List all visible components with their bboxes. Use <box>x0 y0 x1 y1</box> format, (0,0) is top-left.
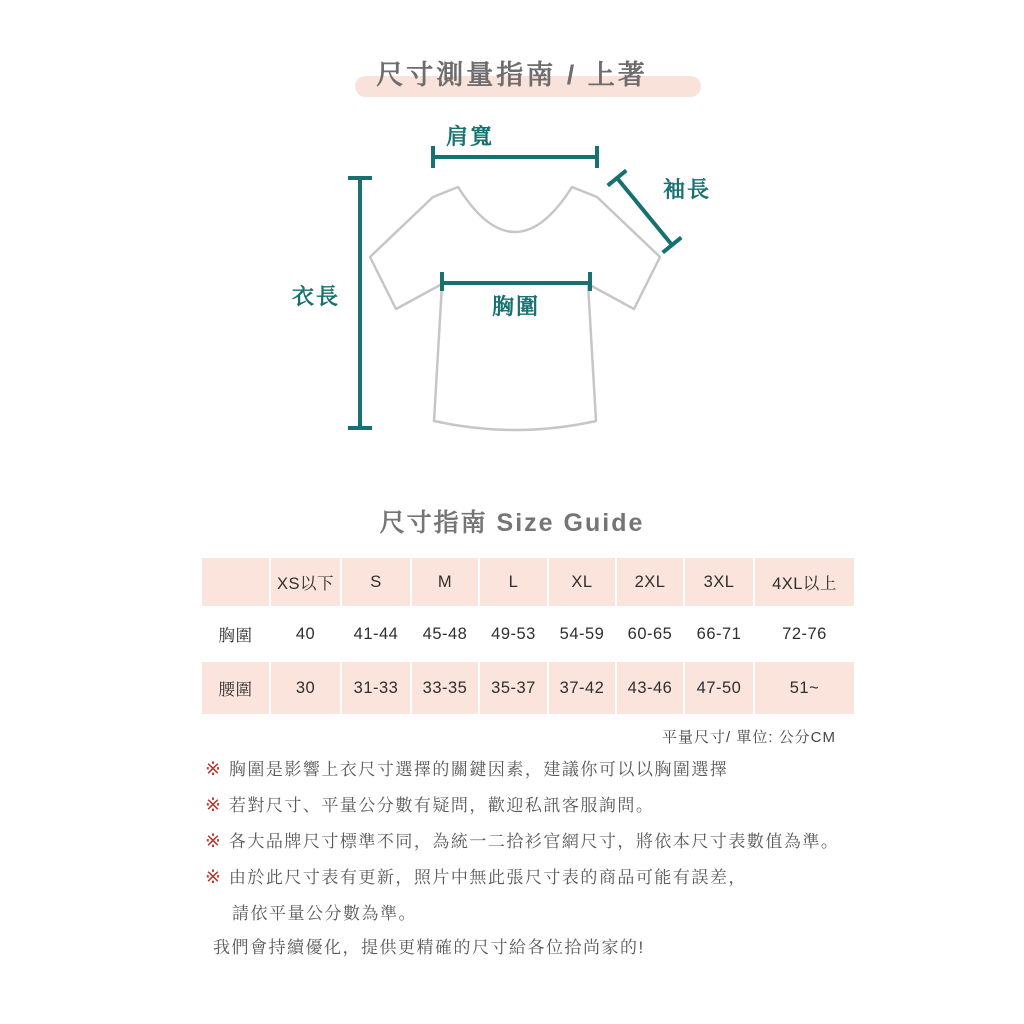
table-row-label: 胸圍 <box>202 608 269 660</box>
page-title: 尺寸測量指南 / 上著 <box>376 60 648 90</box>
table-cell: 51~ <box>755 662 854 714</box>
table-header-cell <box>202 558 269 606</box>
table-header-cell: XL <box>549 558 615 606</box>
table-cell: 45-48 <box>412 608 478 660</box>
table-header-cell: 4XL以上 <box>755 558 854 606</box>
reference-mark-icon: ※ <box>205 759 221 780</box>
table-header-cell: 3XL <box>685 558 753 606</box>
chest-width-label: 胸圍 <box>491 294 540 319</box>
sleeve-length-label: 袖長 <box>662 177 711 202</box>
table-cell: 47-50 <box>685 662 753 714</box>
table-cell: 49-53 <box>480 608 547 660</box>
size-table-header-row <box>202 558 854 606</box>
note-text: 若對尺寸、平量公分數有疑問，歡迎私訊客服詢問。 <box>228 796 655 815</box>
page-title-block <box>0 0 1024 115</box>
garment-length-label: 衣長 <box>291 284 340 309</box>
table-cell: 72-76 <box>755 608 854 660</box>
table-header-cell: L <box>480 558 547 606</box>
table-cell: 40 <box>271 608 340 660</box>
table-header-cell: M <box>412 558 478 606</box>
table-header-cell: 2XL <box>617 558 683 606</box>
table-row-label: 腰圍 <box>202 662 269 714</box>
table-cell: 33-35 <box>412 662 478 714</box>
table-cell: 31-33 <box>342 662 410 714</box>
size-guide-heading: 尺寸指南 Size Guide <box>379 509 645 537</box>
size-table <box>200 556 856 716</box>
note-item <box>205 794 885 817</box>
table-cell: 43-46 <box>617 662 683 714</box>
table-cell: 30 <box>271 662 340 714</box>
table-header-cell: S <box>342 558 410 606</box>
shoulder-width-label: 肩寬 <box>445 124 494 149</box>
table-header-cell: XS以下 <box>271 558 340 606</box>
measurement-unit-note: 平量尺寸/ 單位: 公分CM <box>662 729 836 746</box>
note-text: 由於此尺寸表有更新，照片中無此張尺寸表的商品可能有誤差， <box>228 868 747 887</box>
table-cell: 41-44 <box>342 608 410 660</box>
note-item <box>205 830 885 853</box>
table-cell: 54-59 <box>549 608 615 660</box>
table-cell: 35-37 <box>480 662 547 714</box>
table-cell: 37-42 <box>549 662 615 714</box>
note-text: 各大品牌尺寸標準不同，為統一二拾衫官網尺寸，將依本尺寸表數值為準。 <box>228 832 840 851</box>
reference-mark-icon: ※ <box>205 795 221 816</box>
reference-mark-icon: ※ <box>205 867 221 888</box>
table-row-waist <box>202 662 854 714</box>
notes-section <box>205 758 885 959</box>
reference-mark-icon: ※ <box>205 831 221 852</box>
note-continuation: 請依平量公分數為準。 <box>232 904 417 923</box>
note-text: 胸圍是影響上衣尺寸選擇的關鍵因素，建議你可以以胸圍選擇 <box>228 760 729 779</box>
closing-note: 我們會持續優化，提供更精確的尺寸給各位拾尚家的! <box>213 938 645 957</box>
note-item <box>205 758 885 781</box>
table-cell: 60-65 <box>617 608 683 660</box>
note-item <box>205 866 885 889</box>
table-cell: 66-71 <box>685 608 753 660</box>
table-row-chest <box>202 608 854 660</box>
